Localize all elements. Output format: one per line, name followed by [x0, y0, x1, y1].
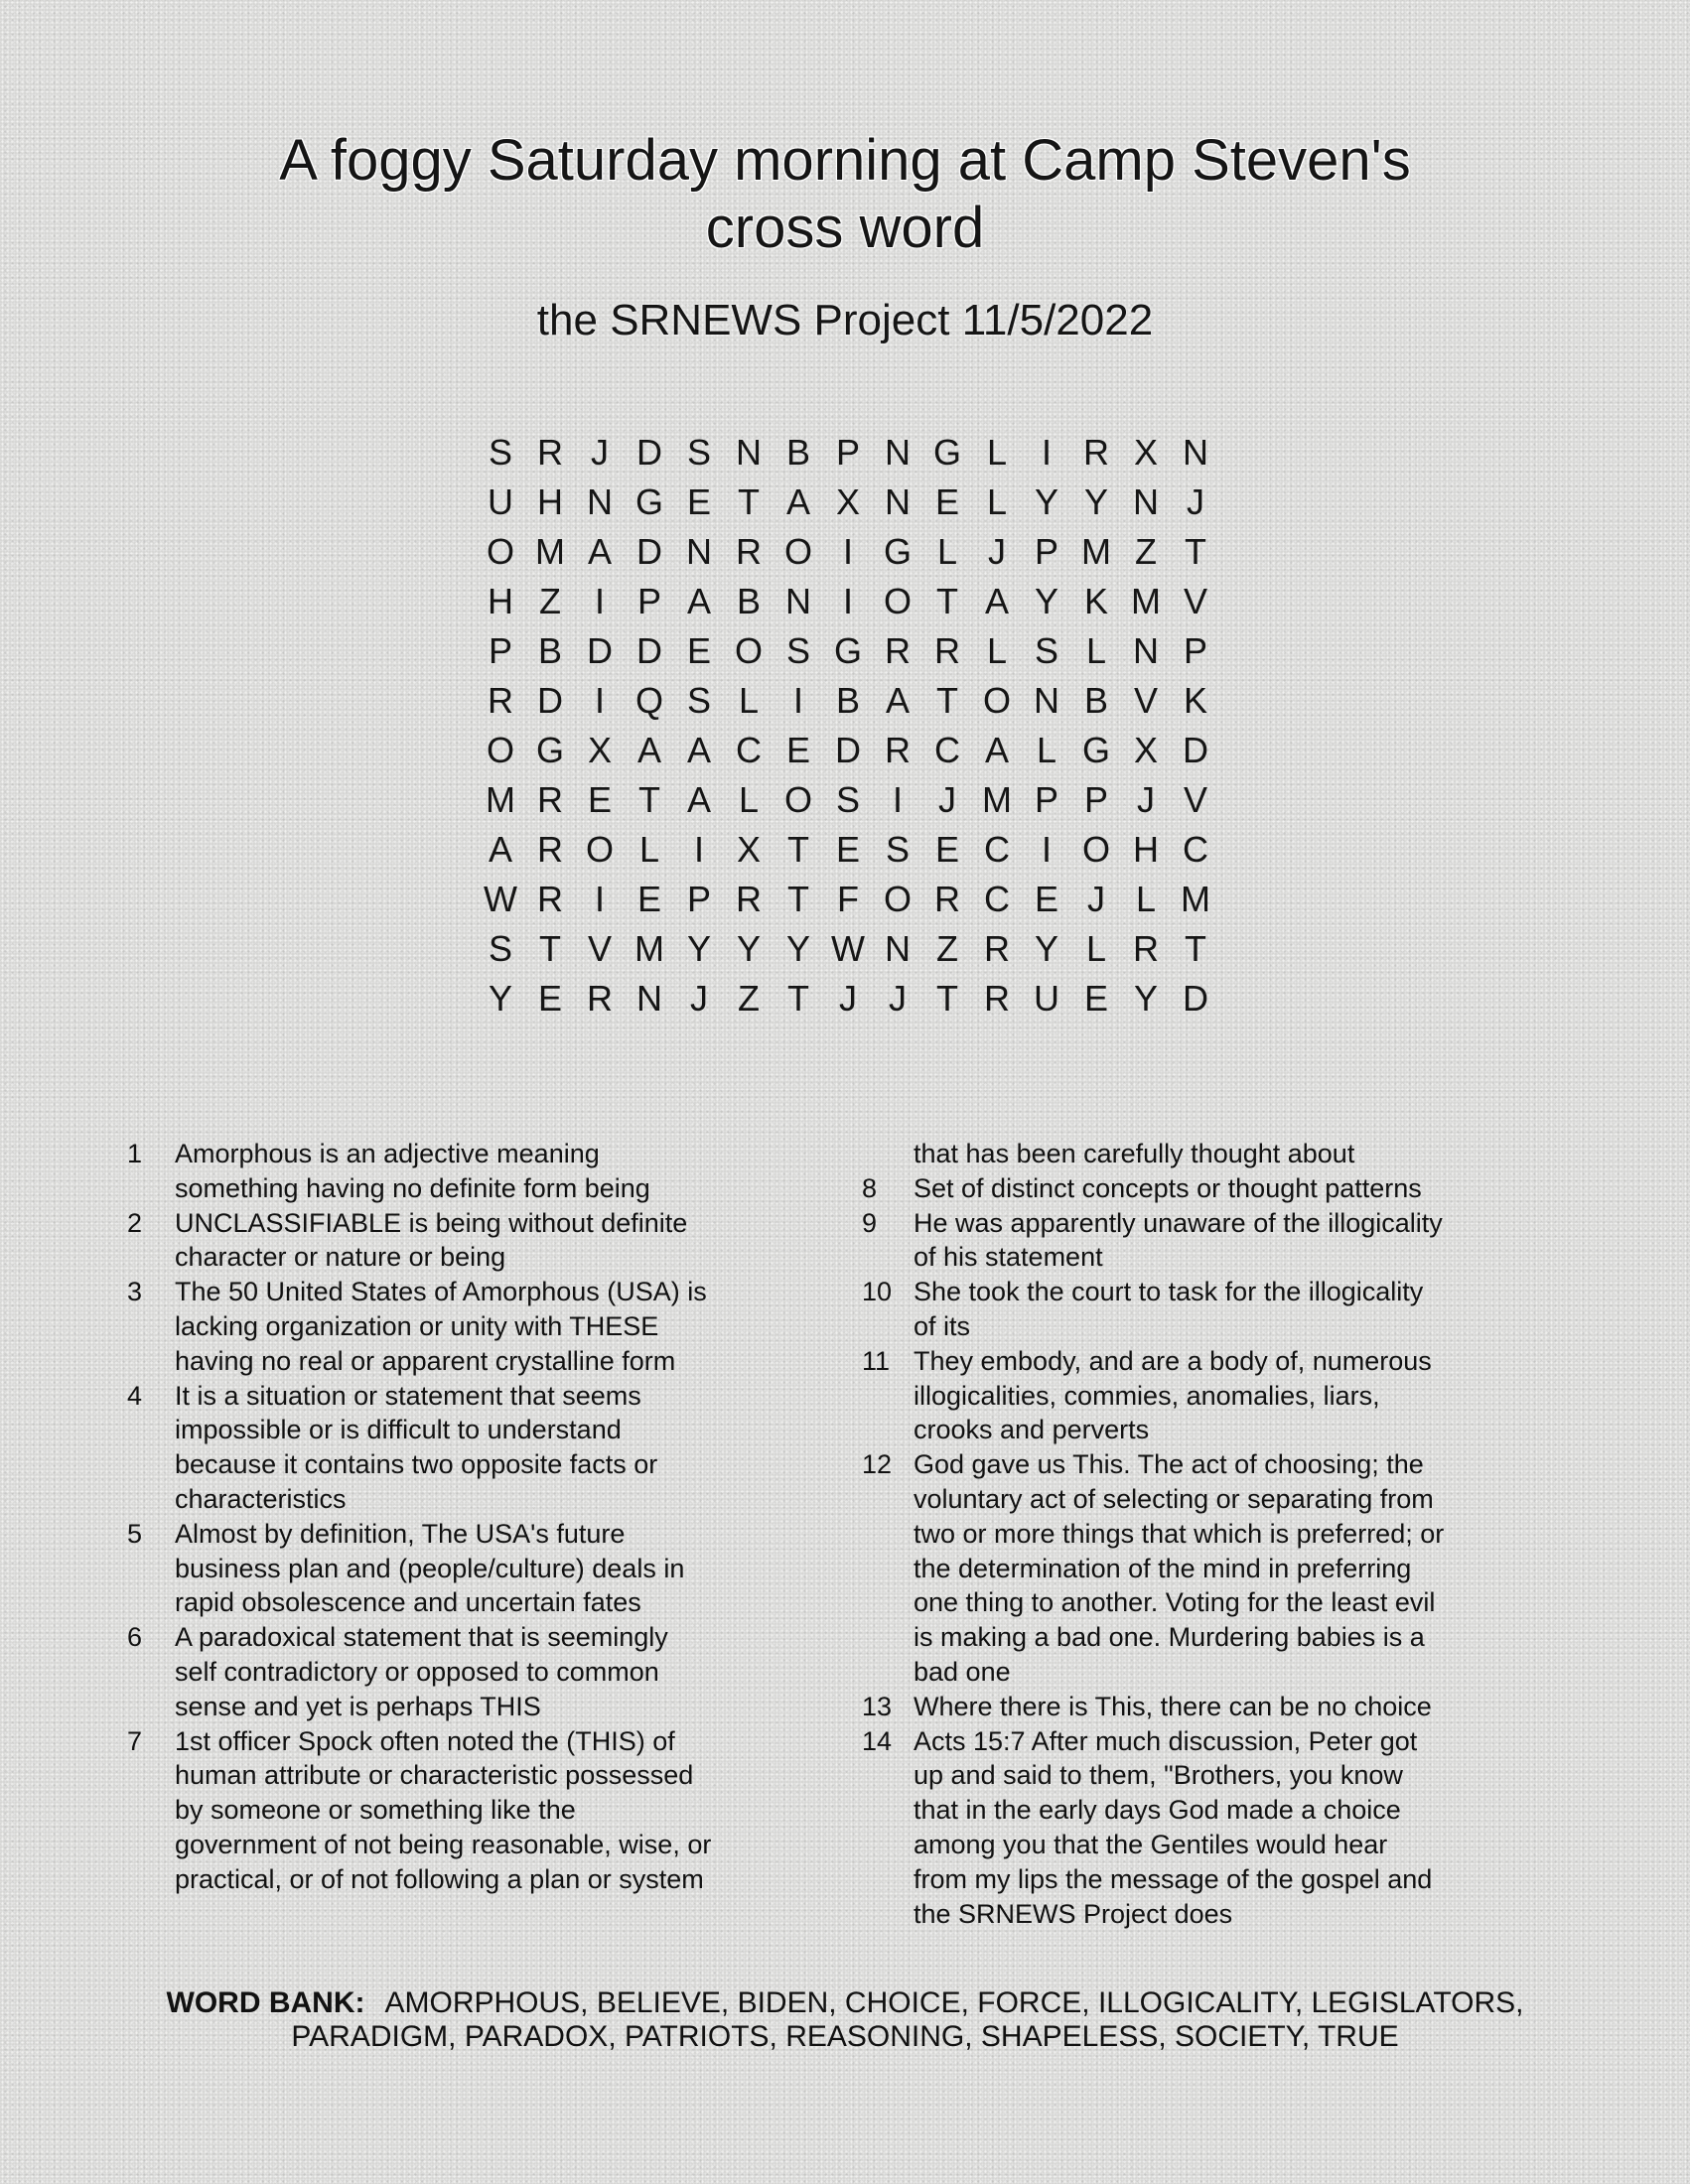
- grid-letter[interactable]: L: [1085, 630, 1107, 671]
- grid-letter[interactable]: E: [1034, 879, 1058, 919]
- clue-number: 11: [862, 1345, 891, 1376]
- clue-text-line: two or more things that which is preferred; or: [914, 1518, 1445, 1549]
- grid-letter[interactable]: N: [1034, 680, 1059, 721]
- clue-number: 3: [127, 1277, 143, 1307]
- grid-letter[interactable]: P: [686, 879, 711, 919]
- grid-letter[interactable]: J: [591, 432, 609, 473]
- grid-letter[interactable]: N: [587, 481, 613, 522]
- grid-letter[interactable]: Y: [686, 928, 711, 969]
- grid-letter[interactable]: R: [885, 730, 911, 770]
- clue-item: [127, 1275, 782, 1378]
- grid-letter[interactable]: N: [1133, 630, 1159, 671]
- grid-letter[interactable]: C: [934, 730, 960, 770]
- clue-text-line: lacking organization or unity with THESE: [175, 1310, 659, 1341]
- grid-letter[interactable]: N: [1183, 432, 1208, 473]
- grid-letter[interactable]: O: [486, 730, 514, 770]
- clue-item: [862, 1344, 1521, 1447]
- grid-letter[interactable]: M: [1131, 581, 1161, 621]
- grid-letter[interactable]: T: [539, 928, 561, 969]
- grid-letter[interactable]: X: [835, 481, 860, 522]
- grid-letter[interactable]: H: [537, 481, 563, 522]
- grid-letter[interactable]: K: [1083, 581, 1108, 621]
- grid-letter[interactable]: L: [1085, 928, 1107, 969]
- grid-letter[interactable]: R: [1083, 432, 1109, 473]
- grid-letter[interactable]: G: [833, 630, 862, 671]
- clue-text-line: that has been carefully thought about: [914, 1139, 1355, 1168]
- grid-letter[interactable]: P: [488, 630, 512, 671]
- grid-letter[interactable]: Y: [1083, 481, 1108, 522]
- subtitle: the SRNEWS Project 11/5/2022: [536, 296, 1154, 344]
- grid-letter[interactable]: N: [1133, 481, 1159, 522]
- word-bank: [109, 1986, 1581, 2054]
- grid-letter[interactable]: X: [587, 730, 612, 770]
- grid-letter[interactable]: O: [734, 630, 763, 671]
- grid-letter[interactable]: P: [1034, 779, 1058, 820]
- grid-letter[interactable]: I: [594, 581, 605, 621]
- title-line-2: cross word: [705, 196, 985, 260]
- grid-letter[interactable]: R: [934, 630, 960, 671]
- grid-letter[interactable]: I: [1041, 432, 1052, 473]
- grid-letter[interactable]: I: [892, 779, 903, 820]
- grid-letter[interactable]: S: [885, 829, 910, 870]
- grid-letter[interactable]: H: [488, 581, 513, 621]
- clue-number: 13: [862, 1691, 893, 1721]
- grid-letter[interactable]: I: [842, 581, 853, 621]
- clue-text-line: character or nature or being: [175, 1242, 506, 1273]
- grid-letter[interactable]: O: [982, 680, 1011, 721]
- grid-letter[interactable]: R: [537, 779, 563, 820]
- grid-letter[interactable]: M: [982, 779, 1012, 820]
- clue-text-line: by someone or something like the: [175, 1795, 576, 1826]
- clue-number: 2: [127, 1207, 143, 1238]
- grid-letter[interactable]: A: [984, 730, 1009, 770]
- clue-text-line: the SRNEWS Project does: [914, 1898, 1233, 1929]
- grid-letter[interactable]: T: [787, 978, 809, 1019]
- grid-letter[interactable]: Y: [1133, 978, 1158, 1019]
- grid-letter[interactable]: E: [636, 879, 661, 919]
- grid-letter[interactable]: L: [986, 432, 1008, 473]
- grid-letter[interactable]: Z: [539, 581, 561, 621]
- grid-letter[interactable]: E: [686, 481, 711, 522]
- grid-letter[interactable]: E: [934, 829, 959, 870]
- clue-number: 5: [127, 1518, 143, 1549]
- grid-letter[interactable]: Y: [1034, 581, 1058, 621]
- grid-letter[interactable]: B: [785, 432, 810, 473]
- grid-letter[interactable]: A: [488, 829, 512, 870]
- grid-letter[interactable]: T: [638, 779, 660, 820]
- grid-letter[interactable]: R: [736, 879, 762, 919]
- grid-letter[interactable]: N: [885, 481, 911, 522]
- clues-left-column: [127, 1137, 782, 1897]
- grid-letter[interactable]: J: [1187, 481, 1204, 522]
- grid-letter[interactable]: W: [831, 928, 865, 969]
- clue-text-line: bad one: [914, 1656, 1011, 1687]
- grid-letter[interactable]: X: [736, 829, 761, 870]
- grid-letter[interactable]: R: [1133, 928, 1159, 969]
- grid-letter[interactable]: R: [488, 680, 513, 721]
- clue-text-line: practical, or of not following a plan or system: [175, 1863, 704, 1894]
- clue-text-line: He was apparently unaware of the illogicality: [914, 1207, 1443, 1238]
- grid-letter[interactable]: D: [636, 432, 662, 473]
- grid-letter[interactable]: N: [885, 432, 911, 473]
- grid-letter[interactable]: M: [486, 779, 515, 820]
- word-search-grid: [476, 428, 1220, 1024]
- grid-letter[interactable]: D: [1183, 730, 1208, 770]
- grid-letter[interactable]: D: [636, 630, 662, 671]
- grid-letter[interactable]: L: [1036, 730, 1057, 770]
- clue-text-line: Where there is This, there can be no choice: [914, 1691, 1432, 1721]
- title-line-1: A foggy Saturday morning at Camp Steven's: [279, 128, 1411, 193]
- clue-item: [862, 1275, 1521, 1344]
- grid-letter[interactable]: B: [537, 630, 562, 671]
- clue-text-line: sense and yet is perhaps THIS: [175, 1691, 541, 1721]
- clue-text-line: God gave us This. The act of choosing; the: [914, 1449, 1424, 1480]
- grid-letter[interactable]: L: [936, 531, 958, 572]
- grid-letter[interactable]: E: [934, 481, 959, 522]
- grid-letter[interactable]: S: [785, 630, 810, 671]
- grid-letter[interactable]: J: [988, 531, 1006, 572]
- clue-item: [862, 1447, 1521, 1690]
- clue-item: [866, 1137, 1521, 1171]
- grid-letter[interactable]: B: [736, 581, 761, 621]
- grid-letter[interactable]: O: [883, 581, 912, 621]
- grid-letter[interactable]: L: [986, 481, 1008, 522]
- clue-text-line: having no real or apparent crystalline form: [175, 1345, 676, 1376]
- grid-letter[interactable]: G: [932, 432, 961, 473]
- grid-letter[interactable]: V: [587, 928, 612, 969]
- clue-number: 14: [862, 1725, 893, 1756]
- clue-text-line: The 50 United States of Amorphous (USA) is: [175, 1277, 707, 1307]
- clue-text-line: crooks and perverts: [914, 1415, 1150, 1445]
- grid-letter[interactable]: G: [634, 481, 663, 522]
- grid-letter[interactable]: S: [1034, 630, 1058, 671]
- grid-letter[interactable]: R: [934, 879, 960, 919]
- clue-text-line: something having no definite form being: [175, 1172, 650, 1203]
- grid-letter[interactable]: C: [1183, 829, 1208, 870]
- grid-letter[interactable]: T: [936, 680, 958, 721]
- clue-number: 7: [127, 1725, 143, 1756]
- grid-letter[interactable]: D: [835, 730, 861, 770]
- grid-letter[interactable]: R: [587, 978, 613, 1019]
- word-bank-words-2: PARADIGM, PARADOX, PATRIOTS, REASONING, SHAPELESS, SOCIETY, TRUE: [291, 2020, 1399, 2053]
- grid-letter[interactable]: L: [638, 829, 660, 870]
- grid-letter[interactable]: P: [1034, 531, 1058, 572]
- grid-letter[interactable]: A: [686, 730, 711, 770]
- clues-right-column: [862, 1137, 1521, 1931]
- grid-letter[interactable]: R: [984, 928, 1010, 969]
- word-bank-words-1: AMORPHOUS, BELIEVE, BIDEN, CHOICE, FORCE, ILLOGICALITY, LEGISLATORS,: [384, 1986, 1524, 2019]
- grid-letter[interactable]: J: [839, 978, 857, 1019]
- clue-text-line: She took the court to task for the illogicality: [914, 1277, 1424, 1307]
- grid-letter[interactable]: T: [936, 978, 958, 1019]
- clue-text-line: of its: [914, 1310, 971, 1341]
- grid-letter[interactable]: T: [1185, 928, 1206, 969]
- grid-letter[interactable]: W: [484, 879, 517, 919]
- grid-letter[interactable]: L: [738, 680, 760, 721]
- grid-letter[interactable]: G: [535, 730, 564, 770]
- grid-letter[interactable]: A: [984, 581, 1009, 621]
- grid-letter[interactable]: S: [835, 779, 860, 820]
- grid-letter[interactable]: D: [537, 680, 563, 721]
- grid-letter[interactable]: X: [1133, 432, 1158, 473]
- clue-number: 4: [127, 1380, 143, 1411]
- grid-letter[interactable]: Z: [1135, 531, 1157, 572]
- clue-text-line: They embody, and are a body of, numerous: [914, 1345, 1432, 1376]
- grid-letter[interactable]: Q: [634, 680, 663, 721]
- clue-text-line: from my lips the message of the gospel and: [914, 1863, 1433, 1894]
- clue-number: 12: [862, 1449, 893, 1480]
- clue-text-line: rapid obsolescence and uncertain fates: [175, 1587, 641, 1618]
- clue-number: 1: [127, 1139, 143, 1168]
- grid-letter[interactable]: T: [936, 581, 958, 621]
- grid-letter[interactable]: L: [986, 630, 1008, 671]
- grid-letter[interactable]: J: [1137, 779, 1155, 820]
- grid-letter[interactable]: E: [537, 978, 562, 1019]
- page-title: [0, 127, 1690, 262]
- grid-letter[interactable]: H: [1133, 829, 1159, 870]
- clue-number: 9: [862, 1207, 878, 1238]
- clue-text-line: Amorphous is an adjective meaning: [175, 1139, 600, 1168]
- grid-letter[interactable]: A: [587, 531, 612, 572]
- clue-item: [127, 1517, 782, 1620]
- grid-letter[interactable]: V: [1133, 680, 1158, 721]
- clue-item: [862, 1724, 1521, 1932]
- clue-text-line: UNCLASSIFIABLE is being without definite: [175, 1207, 688, 1238]
- grid-letter[interactable]: E: [587, 779, 612, 820]
- clue-item: [127, 1137, 782, 1206]
- grid-letter[interactable]: N: [736, 432, 762, 473]
- grid-letter[interactable]: N: [636, 978, 662, 1019]
- grid-letter[interactable]: Z: [738, 978, 760, 1019]
- grid-letter[interactable]: C: [736, 730, 762, 770]
- grid-letter[interactable]: J: [1087, 879, 1105, 919]
- grid-letter[interactable]: O: [783, 531, 812, 572]
- clue-text-line: characteristics: [175, 1483, 347, 1514]
- grid-letter[interactable]: I: [1041, 829, 1052, 870]
- clue-text-line: because it contains two opposite facts or: [175, 1449, 658, 1480]
- grid-letter[interactable]: E: [785, 730, 810, 770]
- grid-letter[interactable]: P: [1083, 779, 1108, 820]
- grid-letter[interactable]: T: [787, 829, 809, 870]
- grid-letter[interactable]: E: [835, 829, 860, 870]
- grid-letter[interactable]: T: [787, 879, 809, 919]
- grid-letter[interactable]: D: [587, 630, 613, 671]
- clue-number: 8: [862, 1172, 878, 1203]
- grid-letter[interactable]: R: [885, 630, 911, 671]
- grid-letter[interactable]: N: [785, 581, 811, 621]
- grid-letter[interactable]: P: [1183, 630, 1207, 671]
- grid-letter[interactable]: I: [842, 531, 853, 572]
- clue-text-line: government of not being reasonable, wise, or: [175, 1829, 712, 1859]
- grid-letter[interactable]: G: [883, 531, 912, 572]
- grid-letter[interactable]: A: [885, 680, 910, 721]
- grid-letter[interactable]: Y: [488, 978, 512, 1019]
- clue-text-line: impossible or is difficult to understand: [175, 1415, 622, 1445]
- grid-letter[interactable]: N: [686, 531, 712, 572]
- grid-letter[interactable]: R: [736, 531, 762, 572]
- clue-text-line: voluntary act of selecting or separating from: [914, 1483, 1434, 1514]
- clue-item: [127, 1206, 782, 1276]
- grid-letter[interactable]: S: [686, 432, 711, 473]
- grid-letter[interactable]: R: [537, 879, 563, 919]
- grid-letter[interactable]: L: [738, 779, 760, 820]
- grid-letter[interactable]: R: [537, 829, 563, 870]
- clue-item: [862, 1171, 1521, 1206]
- grid-letter[interactable]: B: [835, 680, 860, 721]
- grid-letter[interactable]: J: [690, 978, 708, 1019]
- grid-letter[interactable]: A: [686, 779, 711, 820]
- grid-letter[interactable]: L: [1135, 879, 1157, 919]
- grid-letter[interactable]: A: [636, 730, 661, 770]
- grid-letter[interactable]: C: [984, 879, 1010, 919]
- clue-text-line: is making a bad one. Murdering babies is a: [914, 1622, 1425, 1653]
- grid-letter[interactable]: A: [686, 581, 711, 621]
- clue-item: [127, 1724, 782, 1897]
- grid-letter[interactable]: S: [686, 680, 711, 721]
- grid-letter[interactable]: O: [783, 779, 812, 820]
- clue-text-line: human attribute or characteristic possessed: [175, 1760, 694, 1791]
- grid-letter[interactable]: I: [594, 879, 605, 919]
- clue-text-line: Acts 15:7 After much discussion, Peter got: [914, 1725, 1418, 1756]
- word-bank-line-1: [109, 1986, 1581, 2020]
- clue-text-line: self contradictory or opposed to common: [175, 1656, 659, 1687]
- grid-letter[interactable]: M: [1181, 879, 1210, 919]
- grid-letter[interactable]: C: [984, 829, 1010, 870]
- clue-text-line: the determination of the mind in preferring: [914, 1553, 1412, 1583]
- grid-letter[interactable]: O: [486, 531, 514, 572]
- grid-letter[interactable]: J: [938, 779, 956, 820]
- clue-text-line: A paradoxical statement that is seemingly: [175, 1622, 668, 1653]
- grid-letter[interactable]: B: [1083, 680, 1108, 721]
- clue-item: [127, 1379, 782, 1517]
- grid-letter[interactable]: I: [693, 829, 704, 870]
- grid-letter[interactable]: E: [686, 630, 711, 671]
- clue-number: 6: [127, 1622, 143, 1653]
- grid-letter[interactable]: M: [1081, 531, 1111, 572]
- clue-item: [127, 1620, 782, 1723]
- grid-letter[interactable]: G: [1081, 730, 1110, 770]
- grid-letter[interactable]: M: [634, 928, 664, 969]
- grid-letter[interactable]: D: [636, 531, 662, 572]
- grid-letter[interactable]: I: [594, 680, 605, 721]
- clue-text-line: up and said to them, "Brothers, you know: [914, 1760, 1403, 1791]
- grid-letter[interactable]: E: [1083, 978, 1108, 1019]
- grid-letter[interactable]: S: [488, 432, 512, 473]
- grid-letter[interactable]: D: [1183, 978, 1208, 1019]
- grid-letter[interactable]: K: [1183, 680, 1207, 721]
- clue-text-line: illogicalities, commies, anomalies, liars,: [914, 1380, 1380, 1411]
- grid-letter[interactable]: V: [1183, 779, 1207, 820]
- grid-letter[interactable]: Y: [1034, 481, 1058, 522]
- grid-letter[interactable]: F: [837, 879, 859, 919]
- grid-letter[interactable]: S: [488, 928, 512, 969]
- clue-text-line: 1st officer Spock often noted the (THIS) of: [175, 1725, 675, 1756]
- clue-text-line: It is a situation or statement that seems: [175, 1380, 641, 1411]
- grid-letter[interactable]: N: [885, 928, 911, 969]
- grid-letter[interactable]: A: [785, 481, 810, 522]
- grid-letter[interactable]: I: [792, 680, 803, 721]
- grid-letter[interactable]: M: [535, 531, 565, 572]
- grid-letter[interactable]: P: [636, 581, 661, 621]
- grid-letter[interactable]: Y: [736, 928, 761, 969]
- clue-text-line: one thing to another. Voting for the least evil: [914, 1587, 1436, 1618]
- clue-item: [862, 1206, 1521, 1276]
- grid-letter[interactable]: R: [537, 432, 563, 473]
- clue-item: [862, 1690, 1521, 1724]
- clue-text-line: of his statement: [914, 1242, 1103, 1273]
- grid-letter[interactable]: P: [835, 432, 860, 473]
- word-bank-label: WORD BANK:: [166, 1986, 365, 2019]
- clue-number: 10: [862, 1277, 893, 1307]
- grid-letter[interactable]: O: [585, 829, 614, 870]
- grid-letter[interactable]: U: [1034, 978, 1059, 1019]
- grid-letter[interactable]: O: [1081, 829, 1110, 870]
- grid-letter[interactable]: O: [883, 879, 912, 919]
- clue-text-line: business plan and (people/culture) deals in: [175, 1553, 685, 1583]
- grid-letter[interactable]: U: [488, 481, 513, 522]
- clue-text-line: Set of distinct concepts or thought patterns: [914, 1172, 1422, 1203]
- grid-letter[interactable]: V: [1183, 581, 1207, 621]
- grid-letter[interactable]: R: [984, 978, 1010, 1019]
- grid-letter[interactable]: X: [1133, 730, 1158, 770]
- grid-letter[interactable]: T: [1185, 531, 1206, 572]
- clue-text-line: that in the early days God made a choice: [914, 1795, 1401, 1826]
- grid-letter[interactable]: T: [738, 481, 760, 522]
- grid-letter[interactable]: J: [889, 978, 907, 1019]
- grid-letter[interactable]: Y: [1034, 928, 1058, 969]
- clue-text-line: Almost by definition, The USA's future: [175, 1518, 626, 1549]
- clue-text-line: among you that the Gentiles would hear: [914, 1829, 1388, 1859]
- grid-letter[interactable]: Z: [936, 928, 958, 969]
- grid-letter[interactable]: Y: [785, 928, 810, 969]
